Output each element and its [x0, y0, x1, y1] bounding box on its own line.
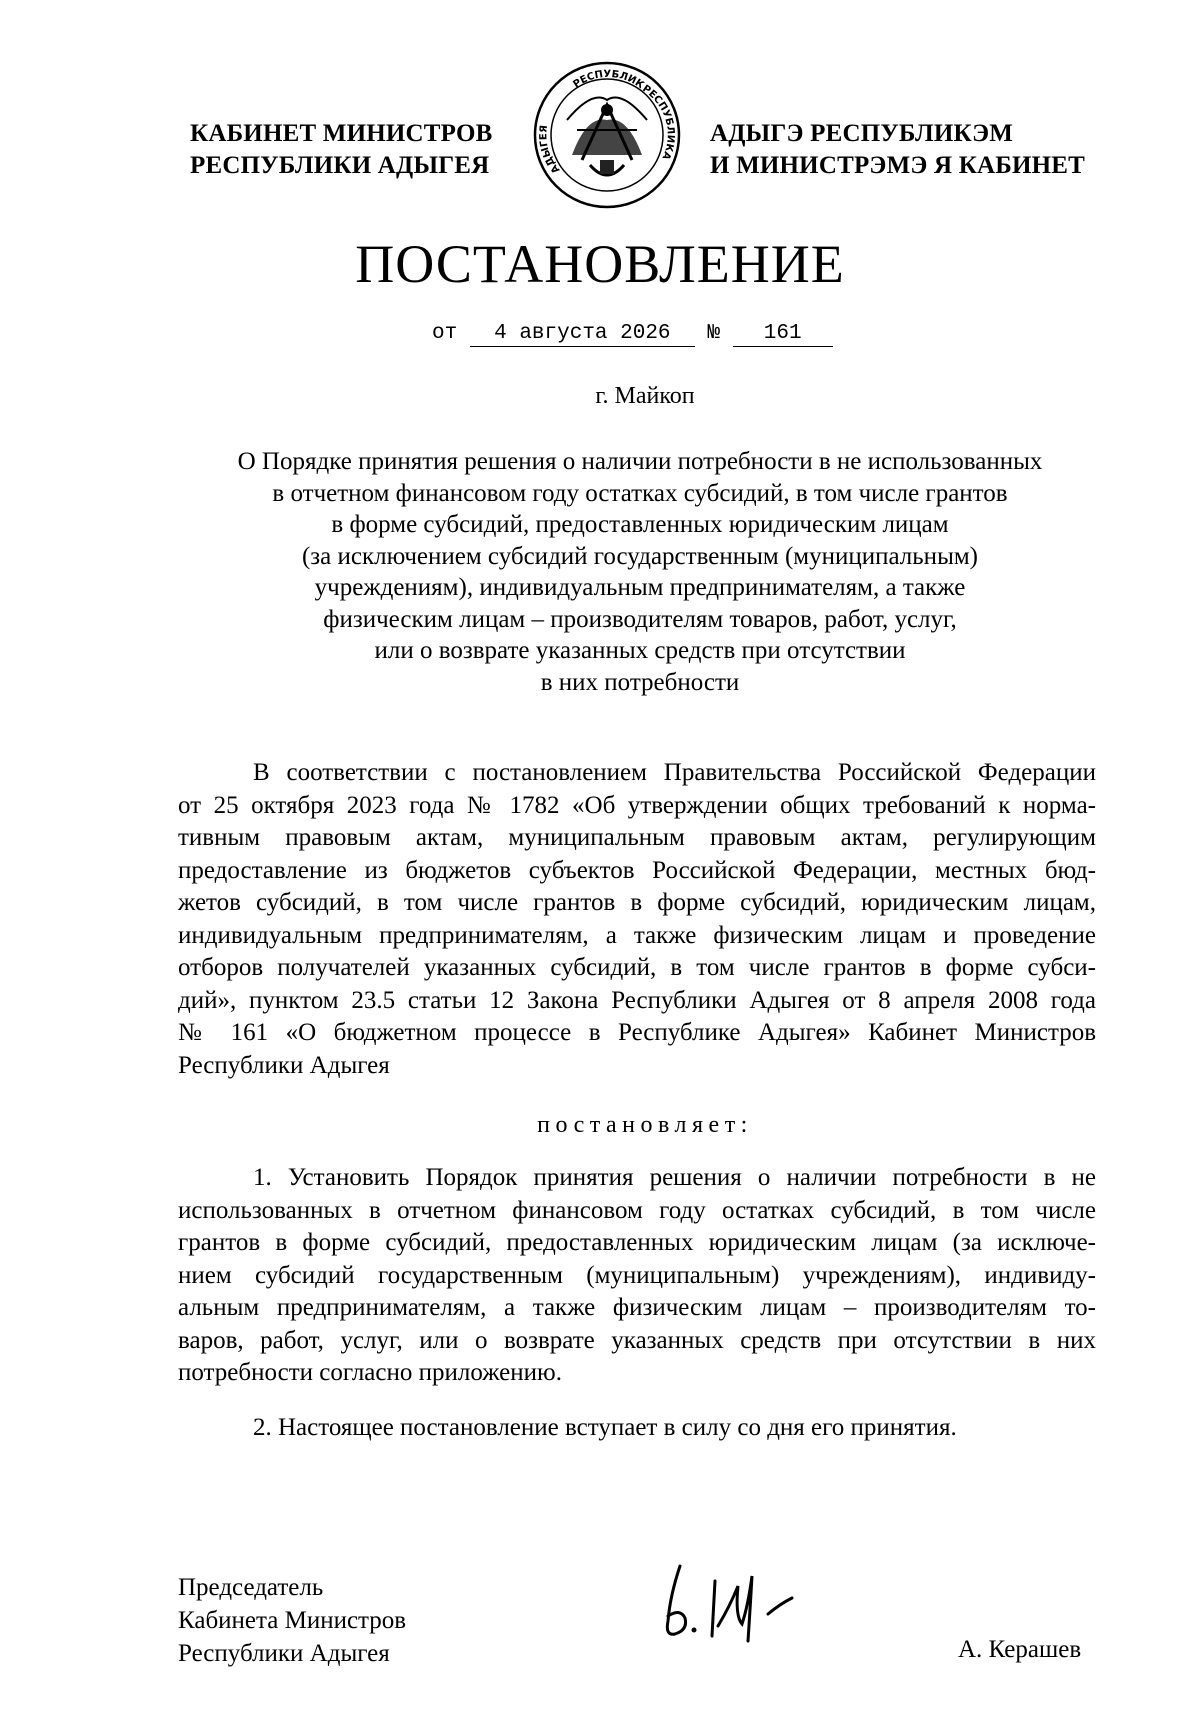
preamble-line: предоставление из бюджетов субъектов Российской Федерации, местных бюд-: [178, 856, 1096, 884]
issuer-line-2: РЕСПУБЛИКИ АДЫГЕЯ: [190, 152, 490, 179]
handwritten-signature: [640, 1546, 840, 1646]
preamble-line: В соответствии с постановлением Правительства Российской Федерации: [253, 759, 1096, 786]
item-1-line: альным предпринимателям, а также физическим лицам – производителям то-: [178, 1294, 1096, 1321]
preamble-line: Республики Адыгея: [178, 1051, 390, 1079]
document-date: 4 августа 2026: [470, 322, 695, 347]
item-1-line: варов, работ, услуг, или о возврате указанных средств при отсутствии в них: [178, 1326, 1096, 1354]
preamble-line: дий», пунктом 23.5 статьи 12 Закона Республики Адыгея от 8 апреля 2008 года: [178, 986, 1096, 1014]
state-emblem-seal: [532, 60, 682, 210]
date-number-line: [432, 322, 833, 347]
document-title: ПОСТАНОВЛЕНИЕ: [355, 234, 845, 294]
preamble-line: индивидуальным предпринимателям, а также физическим лицам и проведение: [178, 921, 1096, 949]
item-1-line: грантов в форме субсидий, предоставленных юридическим лицам (за исключе-: [178, 1229, 1096, 1256]
position-line-1: Председатель: [178, 1574, 324, 1601]
item-1-paragraph: [178, 1162, 1096, 1390]
number-sign: №: [707, 322, 721, 345]
item-1-line: 1. Установить Порядок принятия решения о наличии потребности в не: [253, 1164, 1096, 1191]
issuer-name-russian: [190, 118, 493, 182]
position-line-2: Кабинета Министров: [178, 1607, 407, 1634]
item-1-line: потребности согласно приложению.: [178, 1359, 562, 1386]
position-line-3: Республики Адыгея: [178, 1640, 390, 1667]
city-name: г. Майкоп: [595, 383, 695, 409]
preamble-line: № 161 «О бюджетном процессе в Республике Адыгея» Кабинет Министров: [178, 1019, 1096, 1046]
item-1-line: нием субсидий государственным (муниципальным) учреждениям), индивиду-: [178, 1261, 1096, 1289]
emblem-text-left: АДЫГЕЯ: [538, 124, 563, 176]
preamble-paragraph: [178, 757, 1096, 1082]
subject-line: физическим лицам – производителям товаров, работ, услуг,: [323, 605, 957, 633]
subject-line: (за исключением субсидий государственным (муниципальным): [301, 542, 979, 570]
issuer-line-2-adyghe: И МИНИСТРЭМЭ Я КАБИНЕТ: [710, 152, 1086, 179]
svg-text:РЕСПУБЛИКА: [640, 83, 676, 161]
document-subject: [190, 446, 1090, 698]
date-prefix: от: [432, 322, 458, 345]
issuer-line-1: КАБИНЕТ МИНИСТРОВ: [190, 120, 493, 147]
preamble-line: от 25 октября 2023 года № 1782 «Об утверждении общих требований к норма-: [178, 791, 1096, 819]
subject-line: в отчетном финансовом году остатках субсидий, в том числе грантов: [272, 479, 1008, 507]
emblem-text-right: РЕСПУБЛИКА: [640, 83, 676, 162]
item-1-line: использованных в отчетном финансовом году остатках субсидий, в том числе: [178, 1196, 1096, 1224]
subject-line: учреждениям), индивидуальным предпринимателям, а также: [314, 574, 966, 601]
resolves-heading: постановляет:: [537, 1112, 753, 1138]
subject-line: в форме субсидий, предоставленных юридическим лицам: [331, 511, 949, 538]
subject-line: в них потребности: [540, 668, 740, 696]
signatory-position: [178, 1571, 406, 1670]
item-2-paragraph: 2. Настоящее постановление вступает в силу со дня его принятия.: [253, 1414, 957, 1441]
issuer-line-1-adyghe: АДЫГЭ РЕСПУБЛИКЭМ: [710, 120, 1014, 147]
issuer-name-adyghe: [710, 118, 1085, 182]
signatory-name: А. Керашев: [958, 1636, 1082, 1663]
preamble-line: отборов получателей указанных субсидий, в том числе грантов в форме субси-: [178, 954, 1096, 981]
preamble-line: тивным правовым актам, муниципальным правовым актам, регулирующим: [178, 824, 1096, 851]
emblem-text-top: РЕСПУБЛИК: [571, 68, 646, 92]
subject-line: или о возврате указанных средств при отсутствии: [374, 637, 906, 664]
subject-line: О Порядке принятия решения о наличии потребности в не использованных: [237, 448, 1043, 475]
svg-text:РЕСПУБЛИК: [571, 69, 646, 92]
preamble-line: жетов субсидий, в том числе грантов в форме субсидий, юридическим лицам,: [178, 889, 1096, 916]
document-number: 161: [733, 322, 833, 347]
